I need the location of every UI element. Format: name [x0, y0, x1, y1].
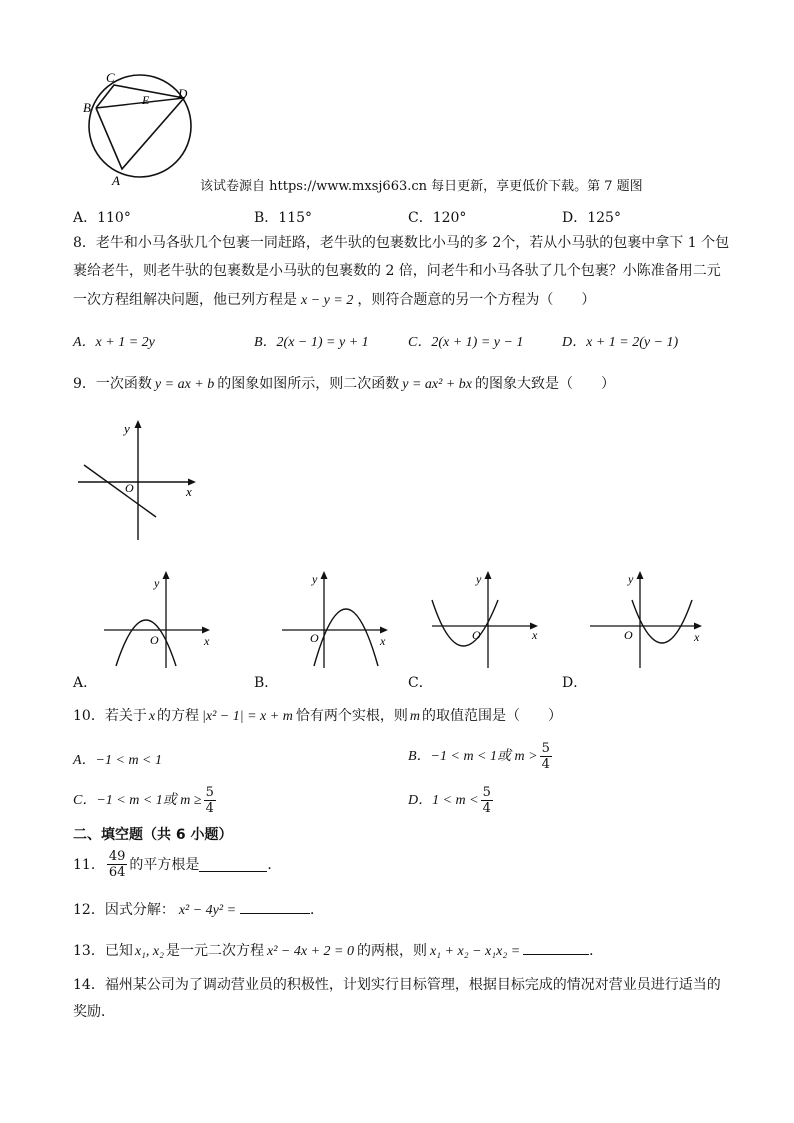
y-axis-label: y	[628, 572, 634, 586]
y-axis-arrow-icon	[485, 571, 492, 579]
q11-number: 11．	[73, 856, 105, 873]
q12-end: ．	[310, 902, 325, 918]
x-axis-arrow-icon	[380, 627, 388, 634]
q9-option-d-label: D．	[562, 675, 588, 691]
q10-stem	[73, 706, 562, 727]
y-axis-label: y	[476, 572, 482, 586]
y-axis-arrow-icon	[321, 571, 328, 579]
q9-text-b: 的图象如图所示，则二次函数	[217, 376, 400, 392]
x-axis-label: x	[532, 628, 538, 642]
q10-option-d-text: D．1 < m <	[408, 792, 479, 808]
point-e-label: E	[142, 93, 150, 107]
q7-option-b: B．115°	[254, 210, 313, 226]
q7-circle-figure	[76, 68, 206, 190]
q10-var-x: x	[148, 709, 156, 724]
quadrilateral	[96, 85, 184, 169]
origin-label: O	[472, 628, 481, 642]
fraction-denominator: 4	[205, 801, 214, 816]
origin-label: O	[150, 633, 159, 647]
q8-line3-text-a: 一次方程组解决问题，他已列方程是	[73, 292, 297, 308]
x-axis-arrow-icon	[694, 623, 702, 630]
q10-text-d: 的取值范围是（ ）	[421, 708, 562, 724]
q10-option-b-fraction	[540, 741, 552, 772]
q9-option-a-label: A．	[73, 675, 98, 691]
q8-option-c: C．2(x + 1) = y − 1	[408, 335, 524, 350]
q7-option-c: C．120°	[408, 210, 467, 226]
origin-label: O	[310, 631, 319, 645]
fraction-numerator: 5	[205, 785, 214, 800]
fraction-denominator: 4	[482, 801, 491, 816]
q9-option-c-graph	[428, 566, 550, 670]
q10-option-d	[408, 785, 495, 816]
q13-text-c: 的两根，则	[356, 943, 427, 959]
q11-fraction	[107, 849, 128, 880]
origin-label: O	[125, 481, 134, 495]
q10-option-a: A．−1 < m < 1	[73, 753, 163, 768]
x-axis-label: x	[694, 630, 700, 644]
q11-text: 的平方根是	[129, 856, 200, 873]
y-axis-arrow-icon	[135, 420, 142, 428]
q14-line1: 14．福州某公司为了调动营业员的积极性，计划实行目标管理，根据目标完成的情况对营业员进行适当的	[73, 977, 721, 993]
q9-linear-graph	[72, 416, 207, 544]
q8-given-equation: x − y = 2	[301, 293, 354, 308]
q11-answer-blank[interactable]	[199, 857, 267, 872]
x-axis-arrow-icon	[202, 627, 210, 634]
origin-label: O	[624, 628, 633, 642]
q8-option-a: A．x + 1 = 2y	[73, 335, 155, 350]
q10-option-b-text: B．−1 < m < 1或 m >	[408, 748, 538, 764]
q10-option-c	[73, 785, 218, 816]
q13-answer-blank[interactable]	[523, 940, 589, 955]
fraction-numerator: 5	[482, 785, 491, 800]
q9-option-b-graph	[278, 566, 400, 670]
q13-expression: x₁ + x₂ − x₁x₂ =	[429, 944, 521, 959]
q12	[73, 899, 324, 921]
y-axis-label: y	[312, 572, 318, 586]
q8-line1: 8．老牛和小马各驮几个包裹一同赶路，老牛驮的包裹数比小马的多 2个，若从小马驮的包裹中拿下 1 个包	[73, 235, 730, 251]
q10-text-b: 的方程	[157, 708, 200, 724]
q13-roots: x₁, x₂	[134, 944, 164, 959]
q11	[73, 849, 281, 880]
q9-stem	[73, 374, 615, 395]
q12-text: 12．因式分解：	[73, 902, 175, 918]
q10-option-c-text: C．−1 < m < 1或 m ≥	[73, 792, 202, 808]
q9-text-c: 的图象大致是（ ）	[474, 376, 615, 392]
q8-option-d: D．x + 1 = 2(y − 1)	[562, 335, 679, 350]
y-axis-label: y	[154, 576, 160, 590]
point-a-label: A	[112, 173, 120, 188]
q14-line2: 奖励．	[73, 1004, 115, 1020]
x-axis-label: x	[204, 634, 210, 648]
q13-text-b: 是一元二次方程	[166, 943, 264, 959]
x-axis-label: x	[380, 634, 386, 648]
fraction-denominator: 4	[541, 757, 550, 772]
y-axis-arrow-icon	[163, 571, 170, 579]
q13-equation: x² − 4x + 2 = 0	[267, 944, 354, 959]
q13-text-a: 13．已知	[73, 943, 133, 959]
parabola	[116, 620, 176, 666]
q8-line3	[73, 290, 595, 311]
point-d-label: D	[178, 86, 188, 101]
q8-option-b: B．2(x − 1) = y + 1	[254, 335, 369, 350]
q9-quadratic-eq: y = ax² + bx	[402, 377, 472, 392]
chord-bd	[96, 98, 184, 108]
q11-end: ．	[267, 856, 282, 873]
fraction-numerator: 49	[108, 849, 126, 864]
x-axis-label: x	[186, 484, 192, 499]
y-axis-arrow-icon	[637, 571, 644, 579]
y-axis-label: y	[124, 421, 130, 436]
q7-option-a: A．110°	[73, 210, 131, 226]
point-c-label: C	[106, 70, 115, 85]
q8-line2: 裹给老牛，则老牛驮的包裹数是小马驮的包裹数的 2 倍，问老牛和小马各驮了几个包裹？小陈准备用二元	[73, 263, 721, 279]
q12-expression: x² − 4y² =	[178, 903, 237, 918]
q10-text-c: 恰有两个实根，则	[295, 708, 408, 724]
q13-end: ．	[589, 943, 604, 959]
section-heading: 二、填空题（共 6 小题）	[73, 827, 233, 843]
q10-option-d-fraction	[481, 785, 493, 816]
q9-option-d-graph	[586, 566, 708, 670]
q10-option-b	[408, 741, 554, 772]
q12-answer-blank[interactable]	[240, 899, 310, 914]
q13	[73, 940, 603, 962]
q10-text-a: 10．若关于	[73, 708, 147, 724]
chord-ca	[114, 85, 122, 169]
q10-equation: |x² − 1| = x + m	[202, 709, 293, 724]
parabola	[632, 600, 692, 643]
q7-option-d: D．125°	[562, 210, 621, 226]
q9-option-a-graph	[100, 566, 222, 670]
q9-option-c-label: C．	[408, 675, 433, 691]
q9-option-b-label: B．	[254, 675, 279, 691]
point-b-label: B	[83, 100, 91, 115]
q8-line3-text-b: ，则符合题意的另一个方程为（ ）	[357, 292, 596, 308]
q9-linear-eq: y = ax + b	[154, 377, 215, 392]
q9-text-a: 9．一次函数	[73, 376, 152, 392]
figure-caption: 该试卷源自 https://www.mxsj663.cn 每日更新，享更低价下载。第 7 题图	[200, 179, 643, 194]
fraction-denominator: 64	[108, 865, 126, 880]
q10-option-c-fraction	[204, 785, 216, 816]
linear-function-line	[84, 465, 156, 517]
q10-var-m: m	[409, 709, 420, 724]
fraction-numerator: 5	[541, 741, 550, 756]
